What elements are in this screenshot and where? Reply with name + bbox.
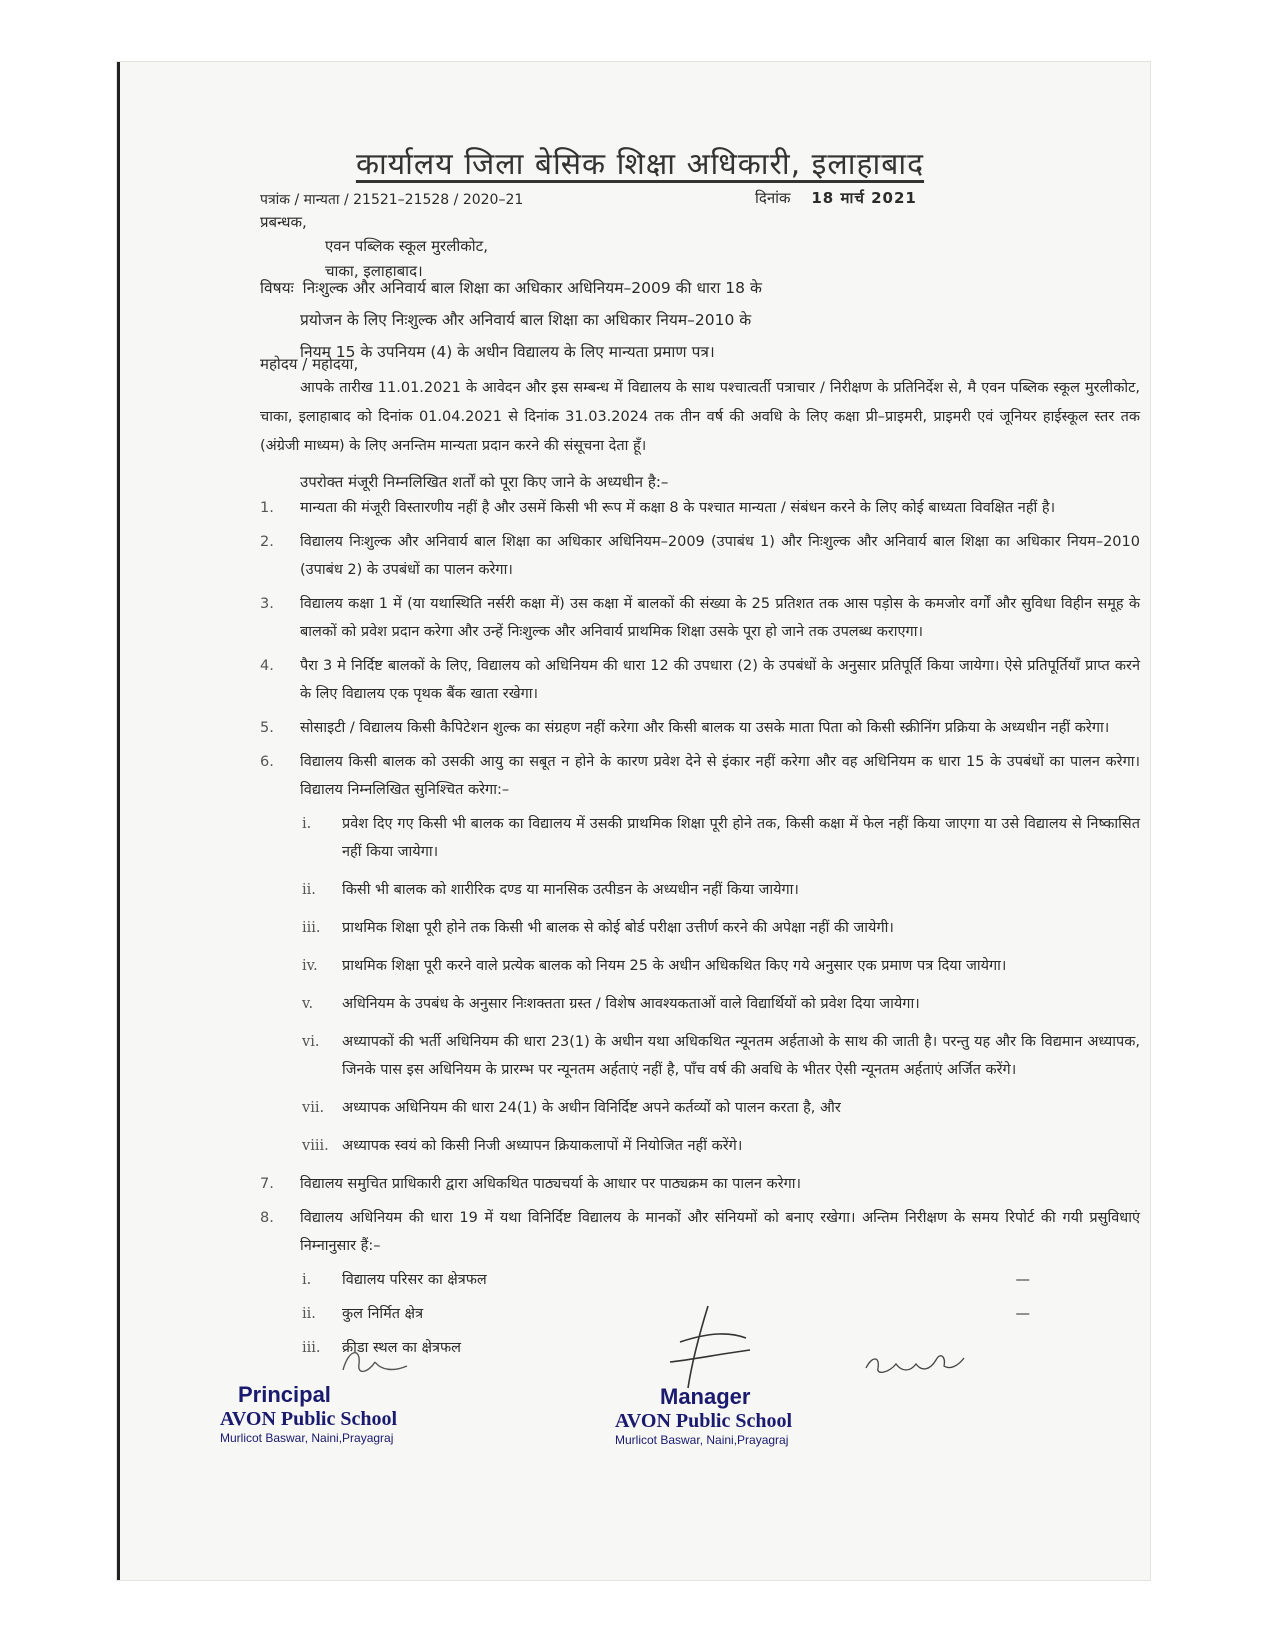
officer-signature — [860, 1342, 970, 1382]
conditions-intro: उपरोक्त मंजूरी निम्नलिखित शर्तों को पूरा किए जाने के अध्यधीन है:– — [300, 473, 669, 491]
principal-role: Principal — [238, 1382, 331, 1407]
facility-item: ii. कुल निर्मित क्षेत्र — — [302, 1306, 1030, 1322]
sub-condition-item: ii. किसी भी बालक को शारीरिक दण्ड या मानसिक उत्पीडन के अध्यधीन नहीं किया जायेगा। — [302, 882, 799, 898]
condition-item: 7. विद्यालय समुचित प्राधिकारी द्वारा अधिकथित पाठ्यचर्या के आधार पर पाठ्यक्रम का पालन करेगा। — [260, 1176, 802, 1192]
body-paragraph: आपके तारीख 11.01.2021 के आवेदन और इस सम्बन्ध में विद्यालय के साथ पश्चात्वर्ती पत्राचार / निरीक्षण के प्रतिनिर्देश से, मै एवन पब्लिक स्कूल मुरलीकोट, चाका, इलाहाबाद को दिनांक 01.04.2021 से दिनांक 31.03.2024 तक तीन वर्ष की अवधि के लिए कक्षा प्री–प्राइमरी, प्राइमरी एवं जूनियर हाईस्कूल स्तर तक (अंग्रेजी माध्यम) के लिए अनन्तिम मान्यता प्रदान करने की संसूचना देता हूँ। — [260, 380, 1140, 454]
condition-item: 4. पैरा 3 मे निर्दिष्ट बालकों के लिए, विद्यालय को अधिनियम की धारा 12 की उपधारा (2) के उपबंधों के अनुसार प्रतिपूर्ति किया जायेगा। ऐसे प्रतिपूर्तियाँ प्राप्त करने के लिए विद्यालय एक पृथक बैंक खाता रखेगा। — [260, 658, 1140, 702]
sub-condition-item: iv. प्राथमिक शिक्षा पूरी करने वाले प्रत्येक बालक को नियम 25 के अधीन अधिकथित किए गये अनुसार एक प्रमाण पत्र दिया जायेगा। — [302, 958, 1007, 974]
condition-item: 5. सोसाइटी / विद्यालय किसी कैपिटेशन शुल्क का संग्रहण नहीं करेगा और किसी बालक या उसके माता पिता को किसी स्क्रीनिंग प्रक्रिया के अध्यधीन नहीं करेगा। — [260, 720, 1110, 736]
sub-condition-item: vii. अध्यापक अधिनियम की धारा 24(1) के अधीन विनिर्दिष्ट अपने कर्तव्यों को पालन करता है, और — [302, 1100, 841, 1116]
sub-condition-item: v. अधिनियम के उपबंध के अनुसार निःशक्तता ग्रस्त / विशेष आवश्यकताओं वाले विद्यार्थियों को प्रवेश दिया जायेगा। — [302, 996, 920, 1012]
condition-item: 8. विद्यालय अधिनियम की धारा 19 में यथा विनिर्दिष्ट विद्यालय के मानकों और संनियमों को बनाए रखेगा। अन्तिम निरीक्षण के समय रिपोर्ट की गयी प्रसुविधाएं निम्नानुसार हैं:– — [260, 1210, 1140, 1254]
principal-school-name: AVON Public School — [220, 1408, 398, 1430]
subject-block — [260, 272, 1140, 368]
manager-address: Murlicot Baswar, Naini,Prayagraj — [615, 1433, 789, 1447]
reference-number: पत्रांक / मान्यता / 21521–21528 / 2020–21 — [260, 192, 524, 208]
date-value: 18 मार्च 2021 — [811, 189, 917, 207]
subject-line-3: नियम 15 के उपनियम (4) के अधीन विद्यालय के लिए मान्यता प्रमाण पत्र। — [300, 343, 715, 361]
manager-role: Manager — [660, 1384, 751, 1409]
condition-item: 2. विद्यालय निःशुल्क और अनिवार्य बाल शिक्षा का अधिकार अधिनियम–2009 (उपाबंध 1) और निःशुल्क और अनिवार्य बाल शिक्षा का अधिकार नियम–2010 (उपाबंध 2) के उपबंधों का पालन करेगा। — [260, 534, 1140, 578]
manager-signature — [650, 1302, 770, 1392]
facility-item: i. विद्यालय परिसर का क्षेत्रफल — — [302, 1272, 1030, 1288]
sub-condition-item: i. प्रवेश दिए गए किसी भी बालक का विद्यालय में उसकी प्राथमिक शिक्षा पूरी होने तक, किसी कक्षा में फेल नहीं किया जाएगा या उसे विद्यालय से निष्कासित नहीं किया जायेगा। — [302, 816, 1140, 860]
letter-date — [755, 188, 917, 208]
recipient-title: प्रबन्धक, — [260, 213, 307, 231]
manager-school-name: AVON Public School — [615, 1410, 793, 1432]
sub-condition-item: iii. प्राथमिक शिक्षा पूरी होने तक किसी भी बालक से कोई बोर्ड परीक्षा उत्तीर्ण करने की अपेक्षा नहीं की जायेगी। — [302, 920, 894, 936]
condition-item: 1. मान्यता की मंजूरी विस्तारणीय नहीं है और उसमें किसी भी रूप में कक्षा 8 के पश्चात मान्यता / संबंधन करने के लिए कोई बाध्यता विवक्षित नहीं है। — [260, 500, 1056, 516]
subject-label: विषयः — [260, 279, 294, 297]
sub-condition-item: viii. अध्यापक स्वयं को किसी निजी अध्यापन क्रियाकलापों में नियोजित नहीं करेंगे। — [302, 1138, 743, 1154]
subject-line-1: निःशुल्क और अनिवार्य बाल शिक्षा का अधिकार अधिनियम–2009 की धारा 18 के — [302, 279, 762, 297]
letter-page — [117, 62, 1150, 1580]
principal-stamp — [220, 1382, 397, 1445]
date-label: दिनांक — [755, 189, 791, 207]
principal-signature — [335, 1342, 415, 1382]
recipient-address: चाका, इलाहाबाद। — [325, 262, 423, 280]
recipient-school: एवन पब्लिक स्कूल मुरलीकोट, — [325, 237, 488, 255]
office-heading: कार्यालय जिला बेसिक शिक्षा अधिकारी, इलाहाबाद — [355, 147, 925, 182]
conditions-list — [260, 494, 1140, 1368]
condition-item: 3. विद्यालय कक्षा 1 में (या यथास्थिति नर्सरी कक्षा में) उस कक्षा में बालकों की संख्या के 25 प्रतिशत तक आस पड़ोस के कमजोर वर्गों और सुविधा विहीन समूह के बालकों को प्रवेश प्रदान करेगा और उन्हें निःशुल्क और अनिवार्य प्राथमिक शिक्षा उसके पूरा हो जाने तक उपलब्ध कराएगा। — [260, 596, 1140, 640]
manager-stamp — [615, 1384, 792, 1447]
sub-condition-item: vi. अध्यापकों की भर्ती अधिनियम की धारा 23(1) के अधीन यथा अधिकथित न्यूनतम अर्हताओ के साथ की जाती है। परन्तु यह और कि विद्यमान अध्यापक, जिनके पास इस अधिनियम के प्रारम्भ पर न्यूनतम अर्हताएं नहीं है, पाँच वर्ष की अवधि के भीतर ऐसी न्यूनतम अर्हताएं अर्जित करेंगे। — [302, 1034, 1140, 1078]
facility-item: iii. क्रीडा स्थल का क्षेत्रफल — [302, 1340, 461, 1356]
condition-item: 6. विद्यालय किसी बालक को उसकी आयु का सबूत न होने के कारण प्रवेश देने से इंकार नहीं करेगा और वह अधिनियम क धारा 15 के उपबंधों का पालन करेगा। विद्यालय निम्नलिखित सुनिश्चित करेगा:– — [260, 754, 1140, 798]
principal-address: Murlicot Baswar, Naini,Prayagraj — [220, 1431, 394, 1445]
salutation: महोदय / महोदया, — [260, 355, 359, 373]
subject-line-2: प्रयोजन के लिए निःशुल्क और अनिवार्य बाल शिक्षा का अधिकार नियम–2010 के — [300, 311, 752, 329]
